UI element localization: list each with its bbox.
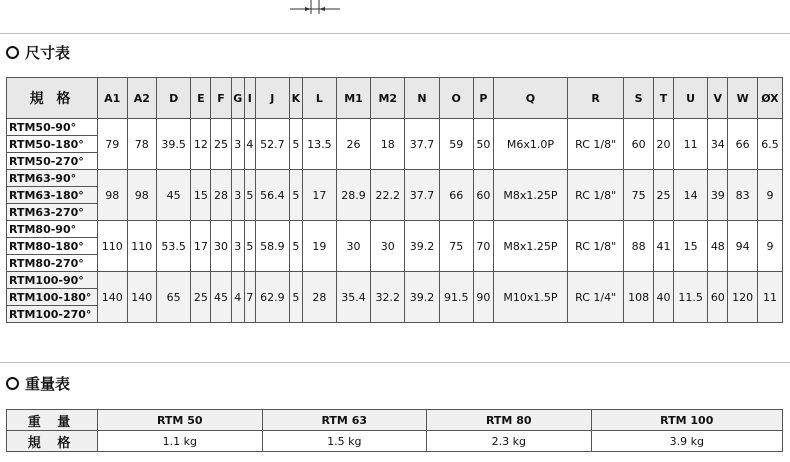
value-cell: 98: [98, 170, 128, 221]
value-cell: 39: [708, 170, 728, 221]
value-cell: 140: [98, 272, 128, 323]
weight-table: [6, 409, 783, 452]
model-cell: RTM80-90°: [7, 221, 98, 238]
value-cell: 39.2: [405, 272, 439, 323]
value-cell: 3: [231, 119, 244, 170]
model-cell: RTM80-270°: [7, 255, 98, 272]
value-cell: M8x1.25P: [493, 170, 567, 221]
value-cell: 108: [624, 272, 654, 323]
spec-header-cell: 規 格: [7, 78, 98, 119]
column-header-l: L: [302, 78, 336, 119]
model-cell: RTM50-270°: [7, 153, 98, 170]
value-cell: 88: [624, 221, 654, 272]
value-cell: 11.5: [674, 272, 708, 323]
value-cell: 32.2: [371, 272, 405, 323]
model-cell: RTM80-180°: [7, 238, 98, 255]
value-cell: 60: [624, 119, 654, 170]
column-header-g: G: [231, 78, 244, 119]
column-header-e: E: [191, 78, 211, 119]
value-cell: 75: [624, 170, 654, 221]
value-cell: 6.5: [757, 119, 782, 170]
model-cell: RTM100-180°: [7, 289, 98, 306]
value-cell: 9: [757, 170, 782, 221]
dimension-section-title: [6, 42, 70, 62]
column-header-u: U: [674, 78, 708, 119]
weight-value-cell: 3.9 kg: [591, 431, 783, 452]
dimension-marker-icon: [290, 0, 340, 14]
value-cell: 25: [211, 119, 231, 170]
weight-label-cell: 重 量: [7, 410, 98, 431]
weight-model-cell: RTM 80: [427, 410, 592, 431]
value-cell: 37.7: [405, 119, 439, 170]
value-cell: 40: [653, 272, 673, 323]
weight-section-title: [6, 373, 70, 393]
value-cell: 53.5: [157, 221, 191, 272]
value-cell: 34: [708, 119, 728, 170]
column-header-d: D: [157, 78, 191, 119]
bullet-ring-icon: [6, 46, 19, 59]
weight-value-row: [7, 431, 783, 452]
value-cell: M10x1.5P: [493, 272, 567, 323]
value-cell: 39.2: [405, 221, 439, 272]
top-divider: [0, 33, 790, 34]
value-cell: 66: [439, 170, 473, 221]
value-cell: 20: [653, 119, 673, 170]
value-cell: 98: [127, 170, 157, 221]
weight-value-cell: 1.5 kg: [262, 431, 427, 452]
value-cell: 5: [289, 119, 302, 170]
value-cell: 78: [127, 119, 157, 170]
value-cell: 28: [211, 170, 231, 221]
value-cell: 30: [211, 221, 231, 272]
value-cell: 26: [336, 119, 370, 170]
column-header-t: T: [653, 78, 673, 119]
value-cell: M6x1.0P: [493, 119, 567, 170]
model-cell: RTM63-270°: [7, 204, 98, 221]
dimension-table-body: [7, 119, 783, 323]
value-cell: 12: [191, 119, 211, 170]
column-header-f: F: [211, 78, 231, 119]
value-cell: 58.9: [255, 221, 289, 272]
model-cell: RTM63-90°: [7, 170, 98, 187]
column-header-m2: M2: [371, 78, 405, 119]
weight-title-text: 重量表: [25, 374, 71, 393]
value-cell: 25: [653, 170, 673, 221]
model-cell: RTM50-180°: [7, 136, 98, 153]
value-cell: 18: [371, 119, 405, 170]
value-cell: 70: [473, 221, 493, 272]
value-cell: M8x1.25P: [493, 221, 567, 272]
value-cell: 30: [336, 221, 370, 272]
value-cell: 7: [244, 272, 255, 323]
column-header-w: W: [728, 78, 758, 119]
column-header-n: N: [405, 78, 439, 119]
dimension-header-row: [7, 78, 783, 119]
value-cell: 9: [757, 221, 782, 272]
column-header-r: R: [567, 78, 623, 119]
dimension-title-text: 尺寸表: [25, 43, 71, 62]
value-cell: 13.5: [302, 119, 336, 170]
table-row: [7, 221, 783, 238]
column-header-x: ØX: [757, 78, 782, 119]
model-cell: RTM50-90°: [7, 119, 98, 136]
value-cell: 22.2: [371, 170, 405, 221]
column-header-i: I: [244, 78, 255, 119]
value-cell: 28.9: [336, 170, 370, 221]
value-cell: 52.7: [255, 119, 289, 170]
value-cell: 66: [728, 119, 758, 170]
value-cell: 110: [127, 221, 157, 272]
value-cell: 3: [231, 221, 244, 272]
value-cell: 65: [157, 272, 191, 323]
value-cell: 60: [708, 272, 728, 323]
value-cell: 37.7: [405, 170, 439, 221]
value-cell: 48: [708, 221, 728, 272]
value-cell: 83: [728, 170, 758, 221]
value-cell: 94: [728, 221, 758, 272]
value-cell: 15: [191, 170, 211, 221]
value-cell: 5: [244, 170, 255, 221]
value-cell: 90: [473, 272, 493, 323]
value-cell: 5: [289, 170, 302, 221]
column-header-p: P: [473, 78, 493, 119]
value-cell: 15: [674, 221, 708, 272]
table-row: [7, 272, 783, 289]
value-cell: 91.5: [439, 272, 473, 323]
value-cell: 59: [439, 119, 473, 170]
value-cell: 75: [439, 221, 473, 272]
value-cell: 5: [244, 221, 255, 272]
weight-model-cell: RTM 50: [98, 410, 263, 431]
value-cell: 60: [473, 170, 493, 221]
value-cell: RC 1/8": [567, 221, 623, 272]
value-cell: 4: [244, 119, 255, 170]
weight-value-cell: 1.1 kg: [98, 431, 263, 452]
value-cell: 120: [728, 272, 758, 323]
dimension-table: [6, 77, 783, 323]
value-cell: 140: [127, 272, 157, 323]
spec-label-cell: 規 格: [7, 431, 98, 452]
weight-model-cell: RTM 63: [262, 410, 427, 431]
column-header-o: O: [439, 78, 473, 119]
value-cell: 50: [473, 119, 493, 170]
column-header-v: V: [708, 78, 728, 119]
table-row: [7, 119, 783, 136]
value-cell: 30: [371, 221, 405, 272]
column-header-m1: M1: [336, 78, 370, 119]
value-cell: 41: [653, 221, 673, 272]
value-cell: 5: [289, 272, 302, 323]
column-header-j: J: [255, 78, 289, 119]
value-cell: 28: [302, 272, 336, 323]
value-cell: 45: [157, 170, 191, 221]
value-cell: 19: [302, 221, 336, 272]
value-cell: 62.9: [255, 272, 289, 323]
column-header-k: K: [289, 78, 302, 119]
column-header-s: S: [624, 78, 654, 119]
value-cell: 25: [191, 272, 211, 323]
table-row: [7, 170, 783, 187]
value-cell: 35.4: [336, 272, 370, 323]
column-header-a1: A1: [98, 78, 128, 119]
value-cell: 56.4: [255, 170, 289, 221]
weight-model-cell: RTM 100: [591, 410, 783, 431]
value-cell: 3: [231, 170, 244, 221]
column-header-a2: A2: [127, 78, 157, 119]
middle-divider: [0, 362, 790, 363]
value-cell: 45: [211, 272, 231, 323]
value-cell: 14: [674, 170, 708, 221]
model-cell: RTM63-180°: [7, 187, 98, 204]
value-cell: RC 1/8": [567, 170, 623, 221]
value-cell: 11: [674, 119, 708, 170]
value-cell: 110: [98, 221, 128, 272]
bullet-ring-icon: [6, 377, 19, 390]
weight-value-cell: 2.3 kg: [427, 431, 592, 452]
column-header-q: Q: [493, 78, 567, 119]
value-cell: 17: [302, 170, 336, 221]
weight-model-row: [7, 410, 783, 431]
value-cell: 17: [191, 221, 211, 272]
model-cell: RTM100-90°: [7, 272, 98, 289]
value-cell: 39.5: [157, 119, 191, 170]
model-cell: RTM100-270°: [7, 306, 98, 323]
value-cell: RC 1/8": [567, 119, 623, 170]
value-cell: 11: [757, 272, 782, 323]
value-cell: 4: [231, 272, 244, 323]
value-cell: RC 1/4": [567, 272, 623, 323]
value-cell: 79: [98, 119, 128, 170]
value-cell: 5: [289, 221, 302, 272]
